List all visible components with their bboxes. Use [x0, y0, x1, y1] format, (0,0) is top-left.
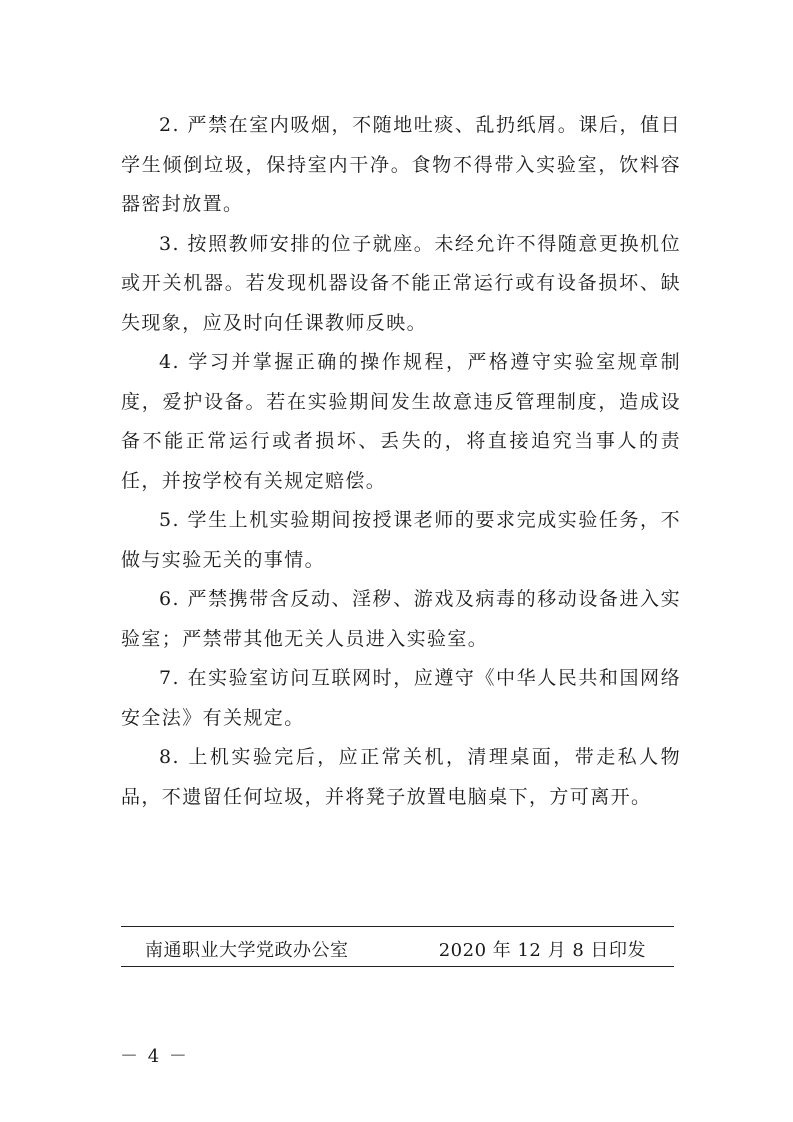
- rules-list: [121, 106, 681, 817]
- rule-item-2: 2. 严禁在室内吸烟，不随地吐痰、乱扔纸屑。课后，值日学生倾倒垃圾，保持室内干净。食物不得带入实验室，饮料容器密封放置。: [121, 114, 681, 215]
- page-number: － 4 －: [120, 1046, 189, 1067]
- issuer-name: 南通职业大学党政办公室: [145, 940, 349, 961]
- rule-item-6: 6. 严禁携带含反动、淫秽、游戏及病毒的移动设备进入实验室；严禁带其他无关人员进入实验室。: [121, 588, 681, 650]
- rule-item-4: 4. 学习并掌握正确的操作规程，严格遵守实验室规章制度，爱护设备。若在实验期间发生故意违反管理制度，造成设备不能正常运行或者损坏、丢失的，将直接追究当事人的责任，并按学校有关规定赔偿。: [121, 351, 681, 492]
- issuance-footer: [121, 926, 674, 968]
- rule-item-3: 3. 按照教师安排的位子就座。未经允许不得随意更换机位或开关机器。若发现机器设备不能正常运行或有设备损坏、缺失现象，应及时向任课教师反映。: [121, 232, 681, 334]
- rule-item-5: 5. 学生上机实验期间按授课老师的要求完成实验任务，不做与实验无关的事情。: [121, 509, 681, 571]
- footer-top-rule: [121, 926, 674, 927]
- rule-item-7: 7. 在实验室访问互联网时，应遵守《中华人民共和国网络安全法》有关规定。: [121, 667, 681, 729]
- issue-date: 2020 年 12 月 8 日印发: [438, 940, 646, 961]
- footer-bottom-rule: [121, 966, 674, 967]
- rule-item-8: 8. 上机实验完后，应正常关机，清理桌面，带走私人物品，不遗留任何垃圾，并将凳子放置电脑桌下，方可离开。: [121, 746, 681, 808]
